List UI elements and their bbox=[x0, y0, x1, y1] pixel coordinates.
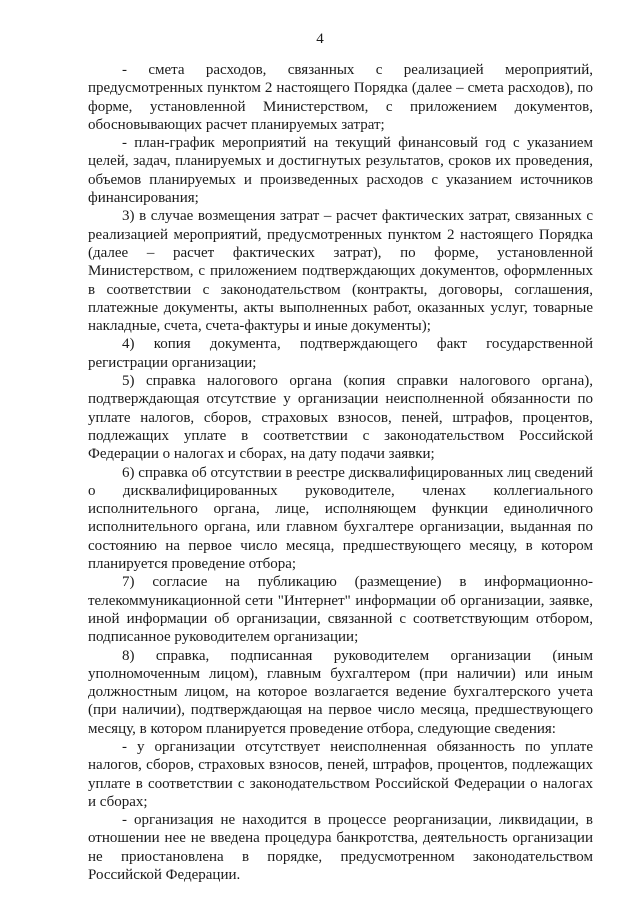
paragraph-cost-estimate: - смета расходов, связанных с реализацией мероприятий, предусмотренных пунктом 2 настоящего Порядка (далее – смета расходов), по форме, установленной Министерством, с приложением документов, обосновывающих расчет планируемых затрат; bbox=[88, 62, 593, 133]
paragraph-item-6: 6) справка об отсутствии в реестре дисквалифицированных лиц сведений о дисквалифицированных руководителе, членах коллегиального исполнительного органа, лице, исполняющем функции единоличного исполнительного органа, или главном бухгалтере организации, выданная по состоянию на первое число месяца, предшествующего месяцу, в котором планируется проведение отбора; bbox=[88, 464, 593, 573]
paragraph-item-5: 5) справка налогового органа (копия справки налогового органа), подтверждающая отсутствие у организации неисполненной обязанности по уплате налогов, сборов, страховых взносов, пеней, штрафов, процентов, подлежащих уплате в соответствии с законодательством Российской Федерации о налогах и сборах, на дату подачи заявки; bbox=[88, 373, 593, 463]
paragraph-item-4: 4) копия документа, подтверждающего факт государственной регистрации организации; bbox=[88, 336, 593, 371]
page-number: 4 bbox=[316, 31, 324, 47]
paragraph-item-7: 7) согласие на публикацию (размещение) в информационно-телекоммуникационной сети "Интернет" информации об организации, заявке, иной информации об организации, связанной с соответствующим отбором, подписанное руководителем организации; bbox=[88, 574, 593, 646]
paragraph-no-tax-debt: - у организации отсутствует неисполненная обязанность по уплате налогов, сборов, страховых взносов, пеней, штрафов, процентов, подлежащих уплате в соответствии с законодательством Российской Федерации о налогах и сборах; bbox=[88, 738, 593, 810]
paragraph-no-reorganization: - организация не находится в процессе реорганизации, ликвидации, в отношении нее не введена процедура банкротства, деятельность организации не приостановлена в порядке, предусмотренном законодательством Российской Федерации. bbox=[88, 812, 593, 884]
paragraph-item-8: 8) справка, подписанная руководителем организации (иным уполномоченным лицом), главным бухгалтером (при наличии) или иным должностным лицом, на которое возлагается ведение бухгалтерского учета (при наличии), подтверждающая на первое число месяца, предшествующего месяцу, в котором планируется проведение отбора, следующие сведения: bbox=[88, 647, 593, 737]
paragraph-event-schedule: - план-график мероприятий на текущий финансовый год с указанием целей, задач, планируемых и достигнутых результатов, сроков их проведения, объемов планируемых и произведенных расходов с указанием источников финансирования; bbox=[88, 135, 593, 207]
paragraph-item-3: 3) в случае возмещения затрат – расчет фактических затрат, связанных с реализацией мероприятий, предусмотренных пунктом 2 настоящего Порядка (далее – расчет фактических затрат), по форме, установленной Министерством, с приложением подтверждающих документов, оформленных в соответствии с законодательством (контракты, договоры, соглашения, платежные документы, акты выполненных работ, оказанных услуг, товарные накладные, счета, счета-фактуры и иные документы); bbox=[88, 208, 593, 335]
document-body bbox=[88, 61, 593, 884]
